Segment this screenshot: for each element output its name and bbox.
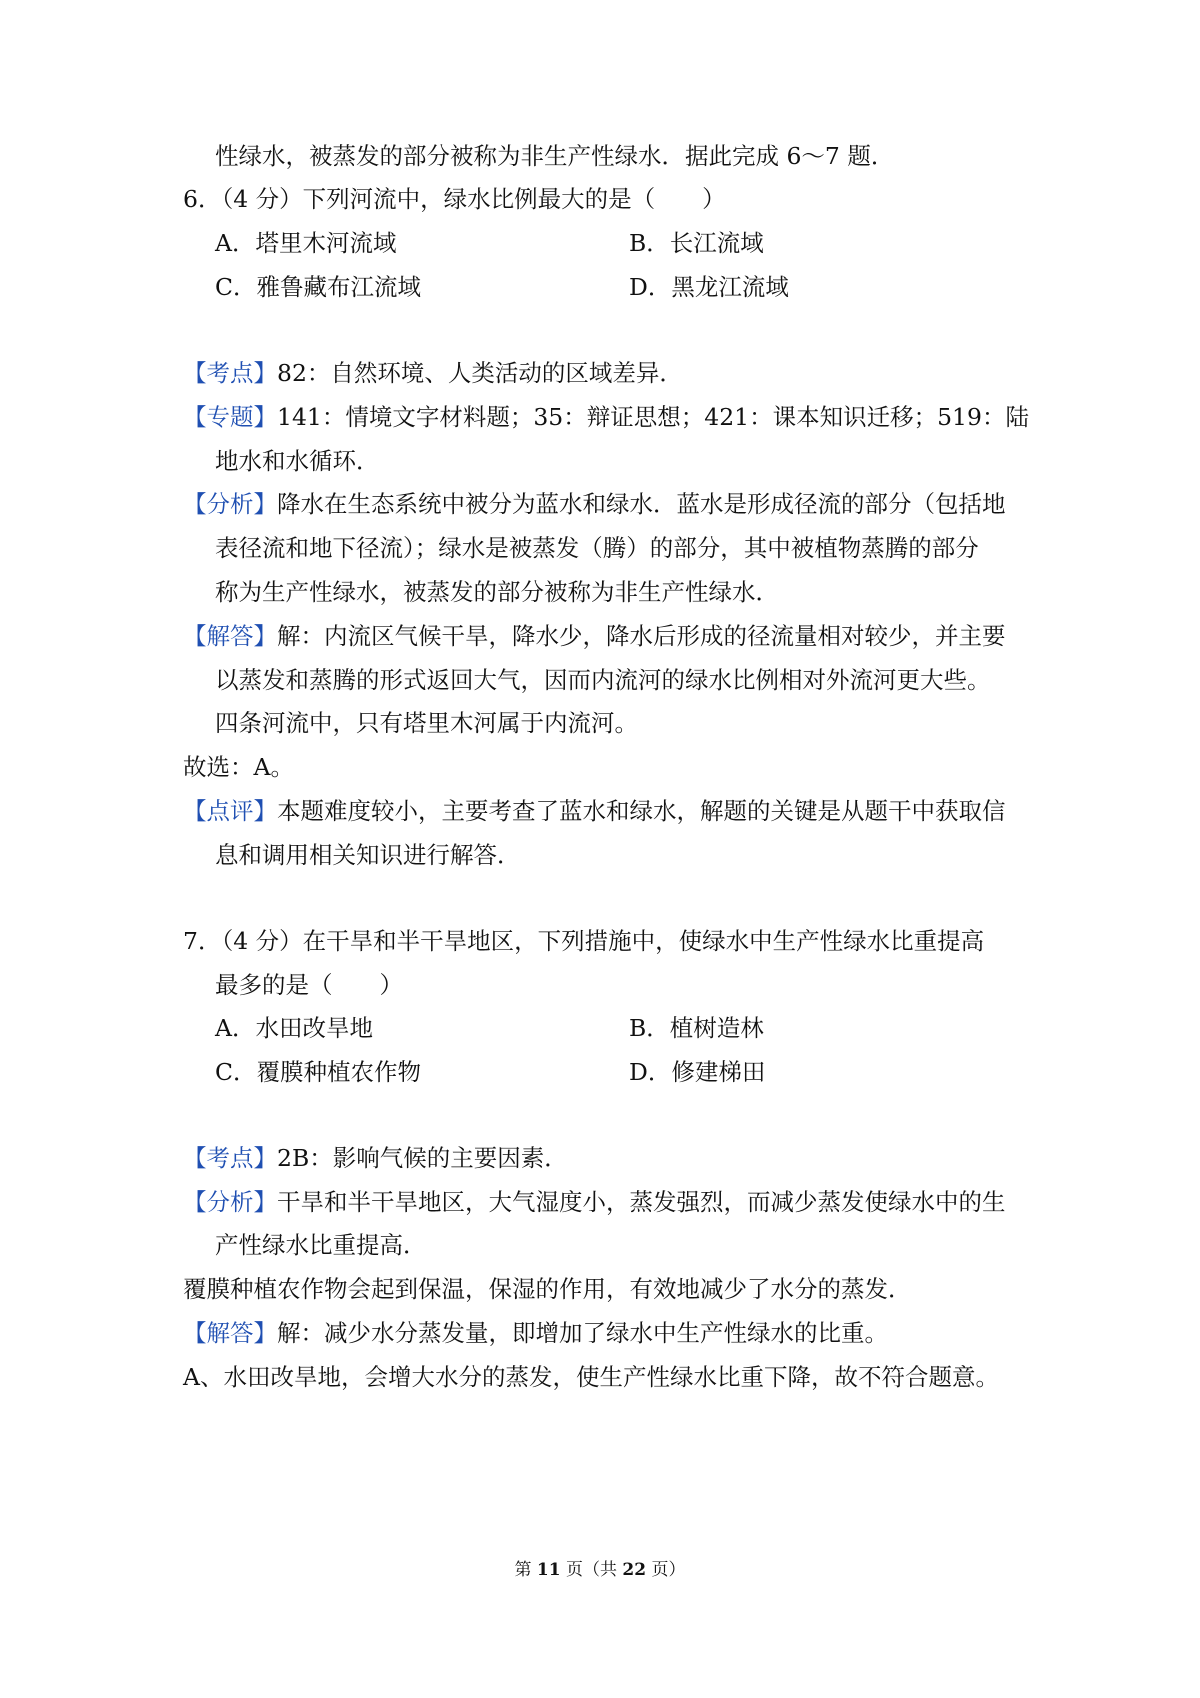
question-7-stem-cont: 最多的是（ ） bbox=[215, 971, 403, 999]
kaodian-tag: 【考点】 bbox=[183, 359, 277, 387]
jieda-text: 解：减少水分蒸发量，即增加了绿水中生产性绿水的比重。 bbox=[277, 1319, 888, 1347]
q6-kaodian bbox=[183, 357, 683, 389]
kaodian-text: 2B：影响气候的主要因素． bbox=[277, 1144, 568, 1172]
q7-jieda bbox=[183, 1317, 888, 1349]
q7-fenxi bbox=[183, 1186, 1006, 1218]
q6-fenxi-cont-1: 表径流和地下径流）；绿水是被蒸发（腾）的部分，其中被植物蒸腾的部分 bbox=[215, 534, 979, 562]
question-6-option-a: A．塔里木河流域 bbox=[215, 229, 397, 257]
jieda-text: 解：内流区气候干旱，降水少，降水后形成的径流量相对较少，并主要 bbox=[277, 622, 1006, 650]
q6-answer: 故选：A。 bbox=[183, 753, 294, 781]
q6-fenxi-cont-2: 称为生产性绿水，被蒸发的部分被称为非生产性绿水． bbox=[215, 578, 779, 606]
q7-option-a-analysis: A、水田改旱地，会增大水分的蒸发，使生产性绿水比重下降，故不符合题意。 bbox=[183, 1363, 999, 1391]
q7-extra: 覆膜种植农作物会起到保温，保湿的作用，有效地减少了水分的蒸发． bbox=[183, 1275, 912, 1303]
question-6-option-d: D．黑龙江流域 bbox=[629, 273, 789, 301]
total-page-number: 22 bbox=[622, 1560, 647, 1580]
zhuanti-tag: 【专题】 bbox=[183, 403, 277, 431]
q6-dianping-cont: 息和调用相关知识进行解答． bbox=[215, 841, 521, 869]
question-7-option-b: B．植树造林 bbox=[629, 1014, 764, 1042]
page-footer bbox=[0, 1559, 1200, 1581]
footer-middle: 页（共 bbox=[566, 1560, 617, 1580]
q6-jieda-cont-2: 四条河流中，只有塔里木河属于内流河。 bbox=[215, 709, 638, 737]
q7-kaodian bbox=[183, 1142, 568, 1174]
dianping-text: 本题难度较小，主要考查了蓝水和绿水，解题的关键是从题干中获取信 bbox=[277, 797, 1006, 825]
jieda-tag: 【解答】 bbox=[183, 1319, 277, 1347]
jieda-tag: 【解答】 bbox=[183, 622, 277, 650]
intro-text-tail: 性绿水，被蒸发的部分被称为非生产性绿水．据此完成 6～7 题． bbox=[215, 142, 895, 170]
q6-jieda-cont-1: 以蒸发和蒸腾的形式返回大气，因而内流河的绿水比例相对外流河更大些。 bbox=[215, 666, 991, 694]
question-7-option-a: A．水田改旱地 bbox=[215, 1014, 373, 1042]
q6-zhuanti-cont: 地水和水循环． bbox=[215, 447, 380, 475]
fenxi-tag: 【分析】 bbox=[183, 490, 277, 518]
question-6-stem: 6．（4 分）下列河流中，绿水比例最大的是（ ） bbox=[183, 185, 726, 213]
question-7-option-c: C．覆膜种植农作物 bbox=[215, 1058, 421, 1086]
fenxi-text: 干旱和半干旱地区，大气湿度小，蒸发强烈，而减少蒸发使绿水中的生 bbox=[277, 1188, 1006, 1216]
question-6-option-b: B．长江流域 bbox=[629, 229, 764, 257]
zhuanti-text: 141：情境文字材料题；35：辩证思想；421：课本知识迁移；519：陆 bbox=[277, 403, 1029, 431]
kaodian-text: 82：自然环境、人类活动的区域差异． bbox=[277, 359, 683, 387]
question-7-stem: 7．（4 分）在干旱和半干旱地区，下列措施中，使绿水中生产性绿水比重提高 bbox=[183, 927, 985, 955]
q6-fenxi bbox=[183, 488, 1006, 520]
question-7-option-d: D．修建梯田 bbox=[629, 1058, 766, 1086]
fenxi-tag: 【分析】 bbox=[183, 1188, 277, 1216]
current-page-number: 11 bbox=[536, 1560, 561, 1580]
kaodian-tag: 【考点】 bbox=[183, 1144, 277, 1172]
footer-suffix: 页） bbox=[651, 1560, 686, 1580]
fenxi-text: 降水在生态系统中被分为蓝水和绿水．蓝水是形成径流的部分（包括地 bbox=[277, 490, 1006, 518]
footer-prefix: 第 bbox=[514, 1560, 532, 1580]
q7-fenxi-cont: 产性绿水比重提高． bbox=[215, 1231, 427, 1259]
q6-dianping bbox=[183, 795, 1006, 827]
dianping-tag: 【点评】 bbox=[183, 797, 277, 825]
q6-zhuanti bbox=[183, 401, 1029, 433]
q6-jieda bbox=[183, 620, 1006, 652]
question-6-option-c: C．雅鲁藏布江流域 bbox=[215, 273, 421, 301]
